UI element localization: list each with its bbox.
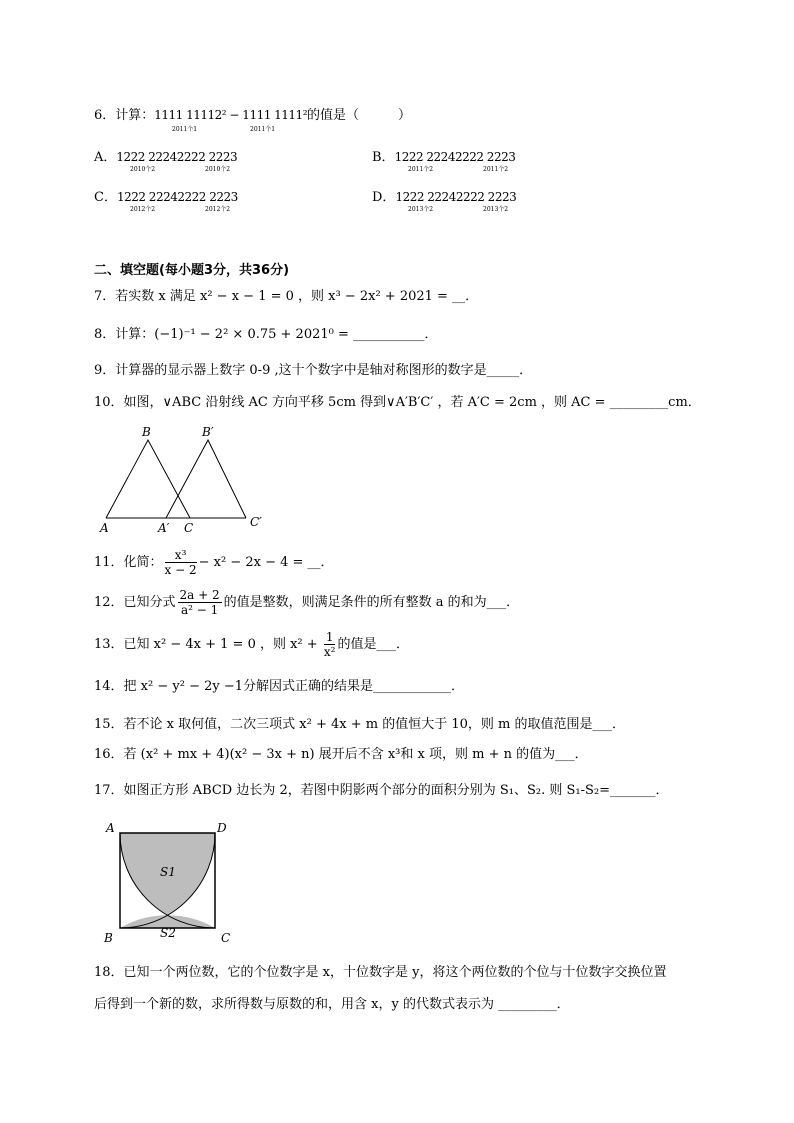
q6-tail: 的值是（ ） [307,108,412,123]
question-9: 9．计算器的显示器上数字 0-9 ,这十个数字中是轴对称图形的数字是_____． [94,363,533,378]
option-expression: 1222 22242222 2223 [394,150,516,164]
q12-lead: 12．已知分式 [94,595,176,610]
label-b-prime: B′ [202,425,214,439]
option-expression: 1222 22242222 2223 [116,150,238,164]
q11-denominator: x − 2 [164,563,197,577]
option-label: D． [372,190,396,205]
question-14: 14．把 x² − y² − 2y −1分解因式正确的结果是____________． [94,679,464,694]
label-b: B [142,425,151,439]
question-16: 16．若 (x² + mx + 4)(x² − 3x + n) 展开后不含 x³和 x 项，则 m + n 的值为___． [94,747,588,762]
question-8: 8．计算：(−1)⁻¹ − 2² × 0.75 + 2021⁰ = ___________． [94,327,438,342]
option-subscript: 2010个2 [205,166,231,173]
label-c: C [184,521,194,534]
q10-triangle-figure [96,422,276,534]
q11-numerator: x³ [165,548,197,563]
option-subscript: 2010个2 [130,166,156,173]
label-d: D [217,821,227,835]
question-12 [94,588,519,617]
triangle-abc [106,440,190,518]
q6-option-a[interactable] [94,146,237,165]
q13-fraction [324,630,336,659]
q11-fraction [165,548,197,577]
label-a: A [106,821,115,835]
q6-option-b[interactable] [372,146,515,165]
label-s2: S2 [160,926,176,940]
option-subscript: 2011个2 [408,166,434,173]
option-label: A． [94,150,117,165]
label-c-prime: C′ [250,515,262,529]
question-11 [94,548,334,577]
option-subscript: 2012个2 [130,206,156,213]
triangle-a1b1c1 [166,440,246,518]
q13-tail: 的值是___． [337,637,409,652]
label-s1: S1 [160,865,176,879]
option-subscript: 2013个2 [483,206,509,213]
q13-lead: 13．已知 x² − 4x + 1 = 0 ，则 x² + [94,637,322,652]
q11-lead: 11．化简： [94,555,163,570]
option-subscript: 2012个2 [205,206,231,213]
q17-square-figure [100,818,240,948]
q6-option-c[interactable] [94,186,238,205]
option-subscript: 2013个2 [408,206,434,213]
section-2-heading: 二、填空题(每小题3分，共36分) [94,263,290,278]
q6-underbrace-a: 2011个1 [172,126,198,133]
q12-numerator: 2a + 2 [179,588,220,602]
q6-expression: 1111 11112² − 1111 1111² [154,108,308,122]
question-10: 10．如图，∨ABC 沿射线 AC 方向平移 5cm 得到∨A′B′C′ ，若 A′C = 2cm ，则 AC = _________cm． [94,395,701,410]
q6-underbrace-b: 2011个1 [250,126,276,133]
question-13 [94,630,409,659]
label-a: A [100,521,109,534]
q12-tail: 的值是整数，则满足条件的所有整数 a 的和为___． [223,595,520,610]
q13-numerator: 1 [325,630,334,644]
option-subscript: 2011个2 [483,166,509,173]
question-6 [94,106,411,125]
q13-denominator: x² [323,645,336,659]
q6-lead: 6．计算： [94,108,155,123]
question-18-line-2: 后得到一个新的数，求所得数与原数的和，用含 x，y 的代数式表示为 _________． [94,997,570,1012]
option-label: C． [94,190,117,205]
label-a-prime: A′ [158,521,170,534]
q11-tail: − x² − 2x − 4 = __． [198,555,334,570]
q12-denominator: a² − 1 [180,603,219,617]
q6-option-d[interactable] [372,186,516,205]
option-expression: 1222 22242222 2223 [395,190,517,204]
label-b: B [104,931,113,945]
label-c: C [221,931,231,945]
option-expression: 1222 22242222 2223 [116,190,238,204]
question-18-line-1: 18．已知一个两位数，它的个位数字是 x，十位数字是 y，将这个两位数的个位与十位数字交换位置 [94,965,667,980]
question-7: 7．若实数 x 满足 x² − x − 1 = 0 ，则 x³ − 2x² + 2021 = __． [94,289,479,304]
question-17: 17．如图正方形 ABCD 边长为 2，若图中阴影两个部分的面积分别为 S₁、S₂. 则 S₁-S₂=_______． [94,783,669,798]
q12-fraction [178,588,222,617]
option-label: B． [372,150,395,165]
question-15: 15．若不论 x 取何值，二次三项式 x² + 4x + m 的值恒大于 10，则 m 的取值范围是___． [94,717,625,732]
